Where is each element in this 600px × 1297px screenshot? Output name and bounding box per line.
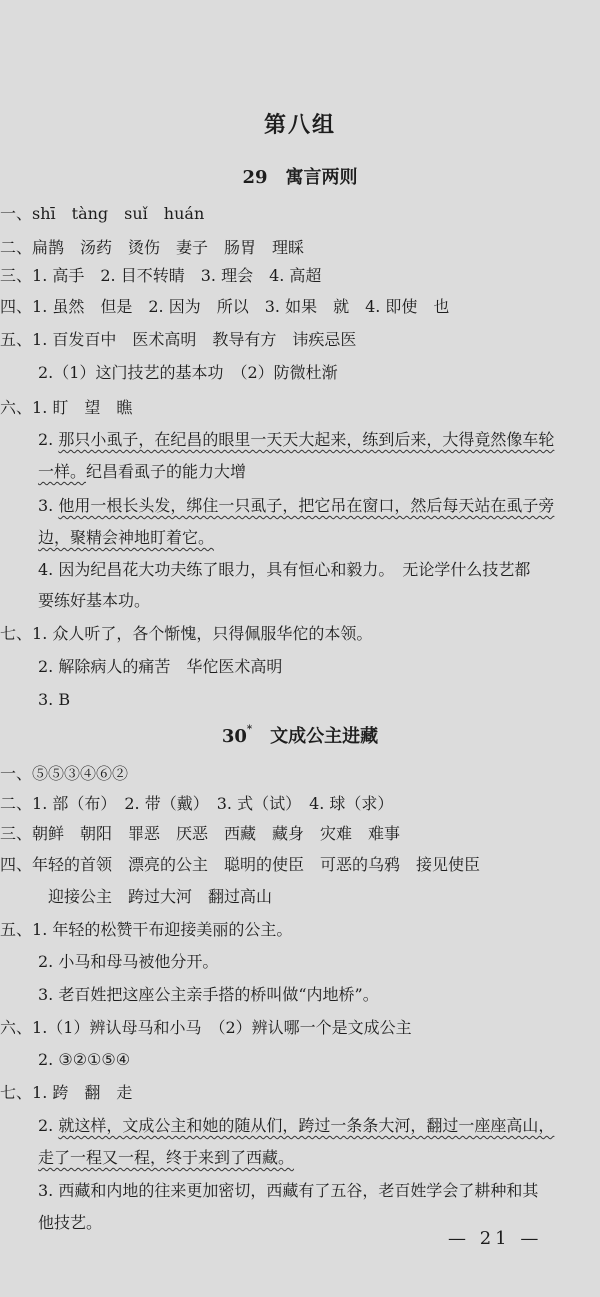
l29-line-16: 3. B [38,690,71,709]
l30-line-5: 迎接公主 跨过大河 翻过高山 [48,887,273,906]
l30-line-13: 走了一程又一程，终于来到了西藏。 [38,1148,295,1167]
l30-line-11: 七、1. 跨 翻 走 [0,1083,133,1102]
l29-line-4: 四、1. 虽然 但是 2. 因为 所以 3. 如果 就 4. 即使 也 [0,297,450,316]
l29-line-1: 一、shī tàng suǐ huán [0,204,205,223]
l29-line-5: 五、1. 百发百中 医术高明 教导有方 讳疾忌医 [0,330,357,349]
l30-line-8: 3. 老百姓把这座公主亲手搭的桥叫做“内地桥”。 [38,985,379,1004]
l30-line-7: 2. 小马和母马被他分开。 [38,952,219,971]
l30-line-10: 2. ③②①⑤④ [38,1050,131,1069]
page-number: — 21 — [448,1228,543,1249]
lesson-29-name: 寓言两则 [285,167,358,188]
lesson-30-number: 30 [221,726,247,747]
l30-line-9: 六、1.（1）辨认母马和小马 （2）辨认哪一个是文成公主 [0,1018,412,1037]
group-title: 第八组 [263,112,336,138]
lesson-30-name: 文成公主进藏 [270,726,379,747]
l29-line-14: 七、1. 众人听了，各个惭愧，只得佩服华佗的本领。 [0,624,373,643]
l29-line-9: 一样。纪昌看虱子的能力大增 [38,462,247,481]
l29-line-6: 2.（1）这门技艺的基本功 （2）防微杜渐 [38,363,338,382]
l29-line-3: 三、1. 高手 2. 目不转睛 3. 理会 4. 高超 [0,266,322,285]
l30-line-1: 一、⑤⑤③④⑥② [0,764,129,783]
l30-line-14: 3. 西藏和内地的往来更加密切，西藏有了五谷，老百姓学会了耕种和其 [38,1181,539,1200]
l29-line-15: 2. 解除病人的痛苦 华佗医术高明 [38,657,283,676]
l30-line-2: 二、1. 部（布） 2. 带（戴） 3. 式（试） 4. 球（求） [0,794,394,813]
l30-line-15: 他技艺。 [38,1213,103,1232]
l29-line-13: 要练好基本功。 [38,591,151,610]
l29-line-8: 2. 那只小虱子，在纪昌的眼里一天天大起来，练到后来，大得竟然像车轮 [38,430,555,449]
l29-line-12: 4. 因为纪昌花大功夫练了眼力，具有恒心和毅力。 无论学什么技艺都 [38,560,531,579]
lesson-29-title [0,163,600,189]
l30-line-4: 四、年轻的首领 漂亮的公主 聪明的使臣 可恶的乌鸦 接见使臣 [0,855,481,874]
l29-line-10: 3. 他用一根长头发，绑住一只虱子，把它吊在窗口，然后每天站在虱子旁 [38,496,555,515]
l29-line-11: 边，聚精会神地盯着它。 [38,528,215,547]
lesson-30-mark: * [246,724,253,735]
lesson-30-title [0,722,600,748]
l29-line-2: 二、扁鹊 汤药 烫伤 妻子 肠胃 理睬 [0,238,305,257]
l30-line-3: 三、朝鲜 朝阳 罪恶 厌恶 西藏 藏身 灾难 难事 [0,824,401,843]
l30-line-6: 五、1. 年轻的松赞干布迎接美丽的公主。 [0,920,293,939]
lesson-29-number: 29 [242,167,268,188]
l30-line-12: 2. 就这样，文成公主和她的随从们，跨过一条条大河，翻过一座座高山， [38,1116,555,1135]
l29-line-7: 六、1. 盯 望 瞧 [0,398,133,417]
